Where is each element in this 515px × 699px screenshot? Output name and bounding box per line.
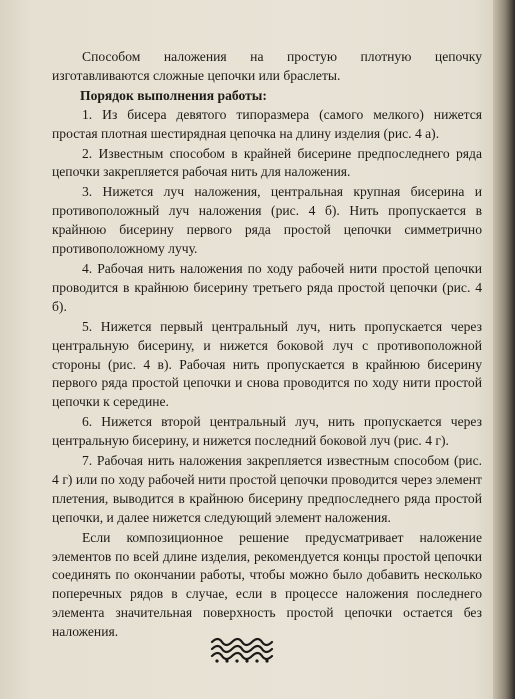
closing-paragraph: Если композиционное решение предусматривает наложение элементов по всей длине изделия, рекомендуется концы простой цепочки соединять по окончании работы, чтобы можно было добавить несколько поперечных рядов в случае, если в процессе наложения последнего элемента значительная поверхность простой цепочки остается без наложения. (52, 529, 482, 640)
step-6: 6. Нижется второй центральный луч, нить пропускается через центральную бисерину, и нижется последний боковой луч (рис. 4 г). (52, 414, 482, 449)
section-heading: Порядок выполнения работы: (80, 87, 267, 103)
step-7: 7. Рабочая нить наложения закрепляется известным способом (рис. 4 г) или по ходу рабочей нити простой цепочки проводится через элемент плетения, выводится в крайнюю бисерину предпоследнего ряда простой цепочки, и далее нижется следующий элемент наложения. (52, 453, 482, 525)
decorative-bead-ornament-icon (208, 634, 280, 664)
step-4: 4. Рабочая нить наложения по ходу рабочей нити простой цепочки проводится в крайнюю бисерину третьего ряда простой цепочки (рис. 4 б). (52, 260, 482, 314)
step-3: 3. Нижется луч наложения, центральная крупная бисерина и противоположный луч наложения (рис. 4 б). Нить пропускается в крайнюю бисерину первого ряда простой цепочки симметрично противоположному лучу. (52, 184, 482, 257)
step-1: 1. Из бисера девятого типоразмера (самого мелкого) нижется простая плотная шестирядная цепочка на длину изделия (рис. 4 а). (52, 106, 482, 141)
intro-paragraph: Способом наложения на простую плотную цепочку изготавливаются сложные цепочки или браслеты. (52, 49, 482, 83)
page-text (52, 48, 482, 643)
book-spine-shadow (493, 0, 515, 699)
step-2: 2. Известным способом в крайней бисерине предпоследнего ряда цепочки закрепляется рабочая нить для наложения. (52, 145, 482, 180)
step-5: 5. Нижется первый центральный луч, нить пропускается через центральную бисерину, и нижется боковой луч с противоположной стороны (рис. 4 в). Рабочая нить пропускается в крайнюю бисерину первого ряда простой цепочки и снова проводится по ходу нити простой цепочки к середине. (52, 318, 482, 410)
